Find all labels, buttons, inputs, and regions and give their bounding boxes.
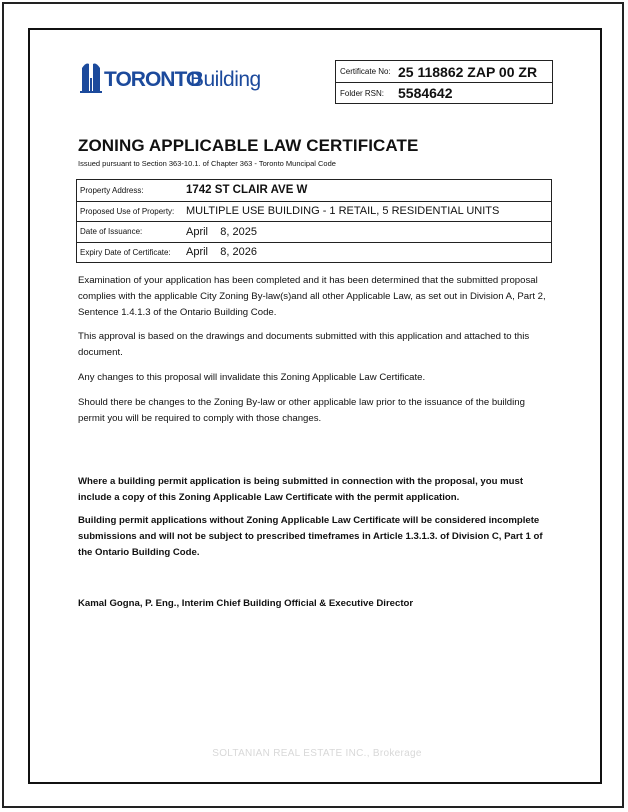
info-label: Proposed Use of Property: bbox=[80, 206, 175, 216]
certificate-no-label: Certificate No: bbox=[340, 67, 391, 76]
property-info-table bbox=[76, 179, 552, 263]
page-title: ZONING APPLICABLE LAW CERTIFICATE bbox=[78, 136, 419, 155]
info-label: Date of Issuance: bbox=[80, 227, 143, 237]
info-value: April 8, 2026 bbox=[186, 246, 257, 259]
certificate-no-row bbox=[336, 61, 552, 82]
info-label: Expiry Date of Certificate: bbox=[80, 247, 171, 257]
folder-rsn-value: 5584642 bbox=[398, 85, 453, 101]
info-row-date-of-issuance bbox=[77, 221, 551, 242]
logo-word-building: Building bbox=[190, 68, 261, 91]
folder-rsn-row bbox=[336, 82, 552, 103]
paragraph-incomplete-submissions: Building permit applications without Zoning Applicable Law Certificate will be considered incomplete submissions and will not be subject to prescribed timeframes in Article 1.3.1.3. of Division C, Part 1 of the Ontario Building Code. bbox=[78, 515, 543, 558]
paragraph-examination: Examination of your application has been completed and it has been determined that the submitted proposal complies with the applicable City Zoning By-law(s)and all other Applicable Law, as set out in Division A, Part 2, Sentence 1.4.1.3 of the Ontario Building Code. bbox=[78, 275, 546, 318]
certificate-page bbox=[28, 28, 602, 784]
info-label: Property Address: bbox=[80, 185, 144, 195]
info-value: MULTIPLE USE BUILDING - 1 RETAIL, 5 RESIDENTIAL UNITS bbox=[186, 205, 500, 218]
paragraph-bylaw-changes: Should there be changes to the Zoning By-law or other applicable law prior to the issuance of the building permit you will be required to comply with those changes. bbox=[78, 397, 525, 424]
city-hall-icon bbox=[80, 60, 102, 94]
signature-line: Kamal Gogna, P. Eng., Interim Chief Building Official & Executive Director bbox=[78, 598, 414, 609]
certificate-no-value: 25 118862 ZAP 00 ZR bbox=[398, 63, 538, 80]
paragraph-changes-invalidate: Any changes to this proposal will invalidate this Zoning Applicable Law Certificate. bbox=[78, 372, 426, 383]
paragraph-approval-basis: This approval is based on the drawings and documents submitted with this application and attached to this document. bbox=[78, 331, 530, 358]
folder-rsn-label: Folder RSN: bbox=[340, 88, 385, 98]
info-row-property-address bbox=[77, 180, 551, 201]
page-subtitle: Issued pursuant to Section 363-10.1. of Chapter 363 - Toronto Muncipal Code bbox=[78, 159, 336, 168]
info-row-expiry-date bbox=[77, 242, 551, 263]
paragraph-include-copy: Where a building permit application is being submitted in connection with the proposal, you must include a copy of this Zoning Applicable Law Certificate with the permit application. bbox=[78, 476, 524, 503]
info-row-proposed-use bbox=[77, 201, 551, 222]
info-value: April 8, 2025 bbox=[186, 225, 257, 238]
info-value: 1742 ST CLAIR AVE W bbox=[186, 184, 308, 197]
brokerage-watermark: SOLTANIAN REAL ESTATE INC., Brokerage bbox=[212, 748, 422, 759]
toronto-building-logo bbox=[80, 60, 270, 100]
certificate-number-box bbox=[335, 60, 553, 104]
logo-word-toronto: TORONTO bbox=[104, 68, 202, 91]
